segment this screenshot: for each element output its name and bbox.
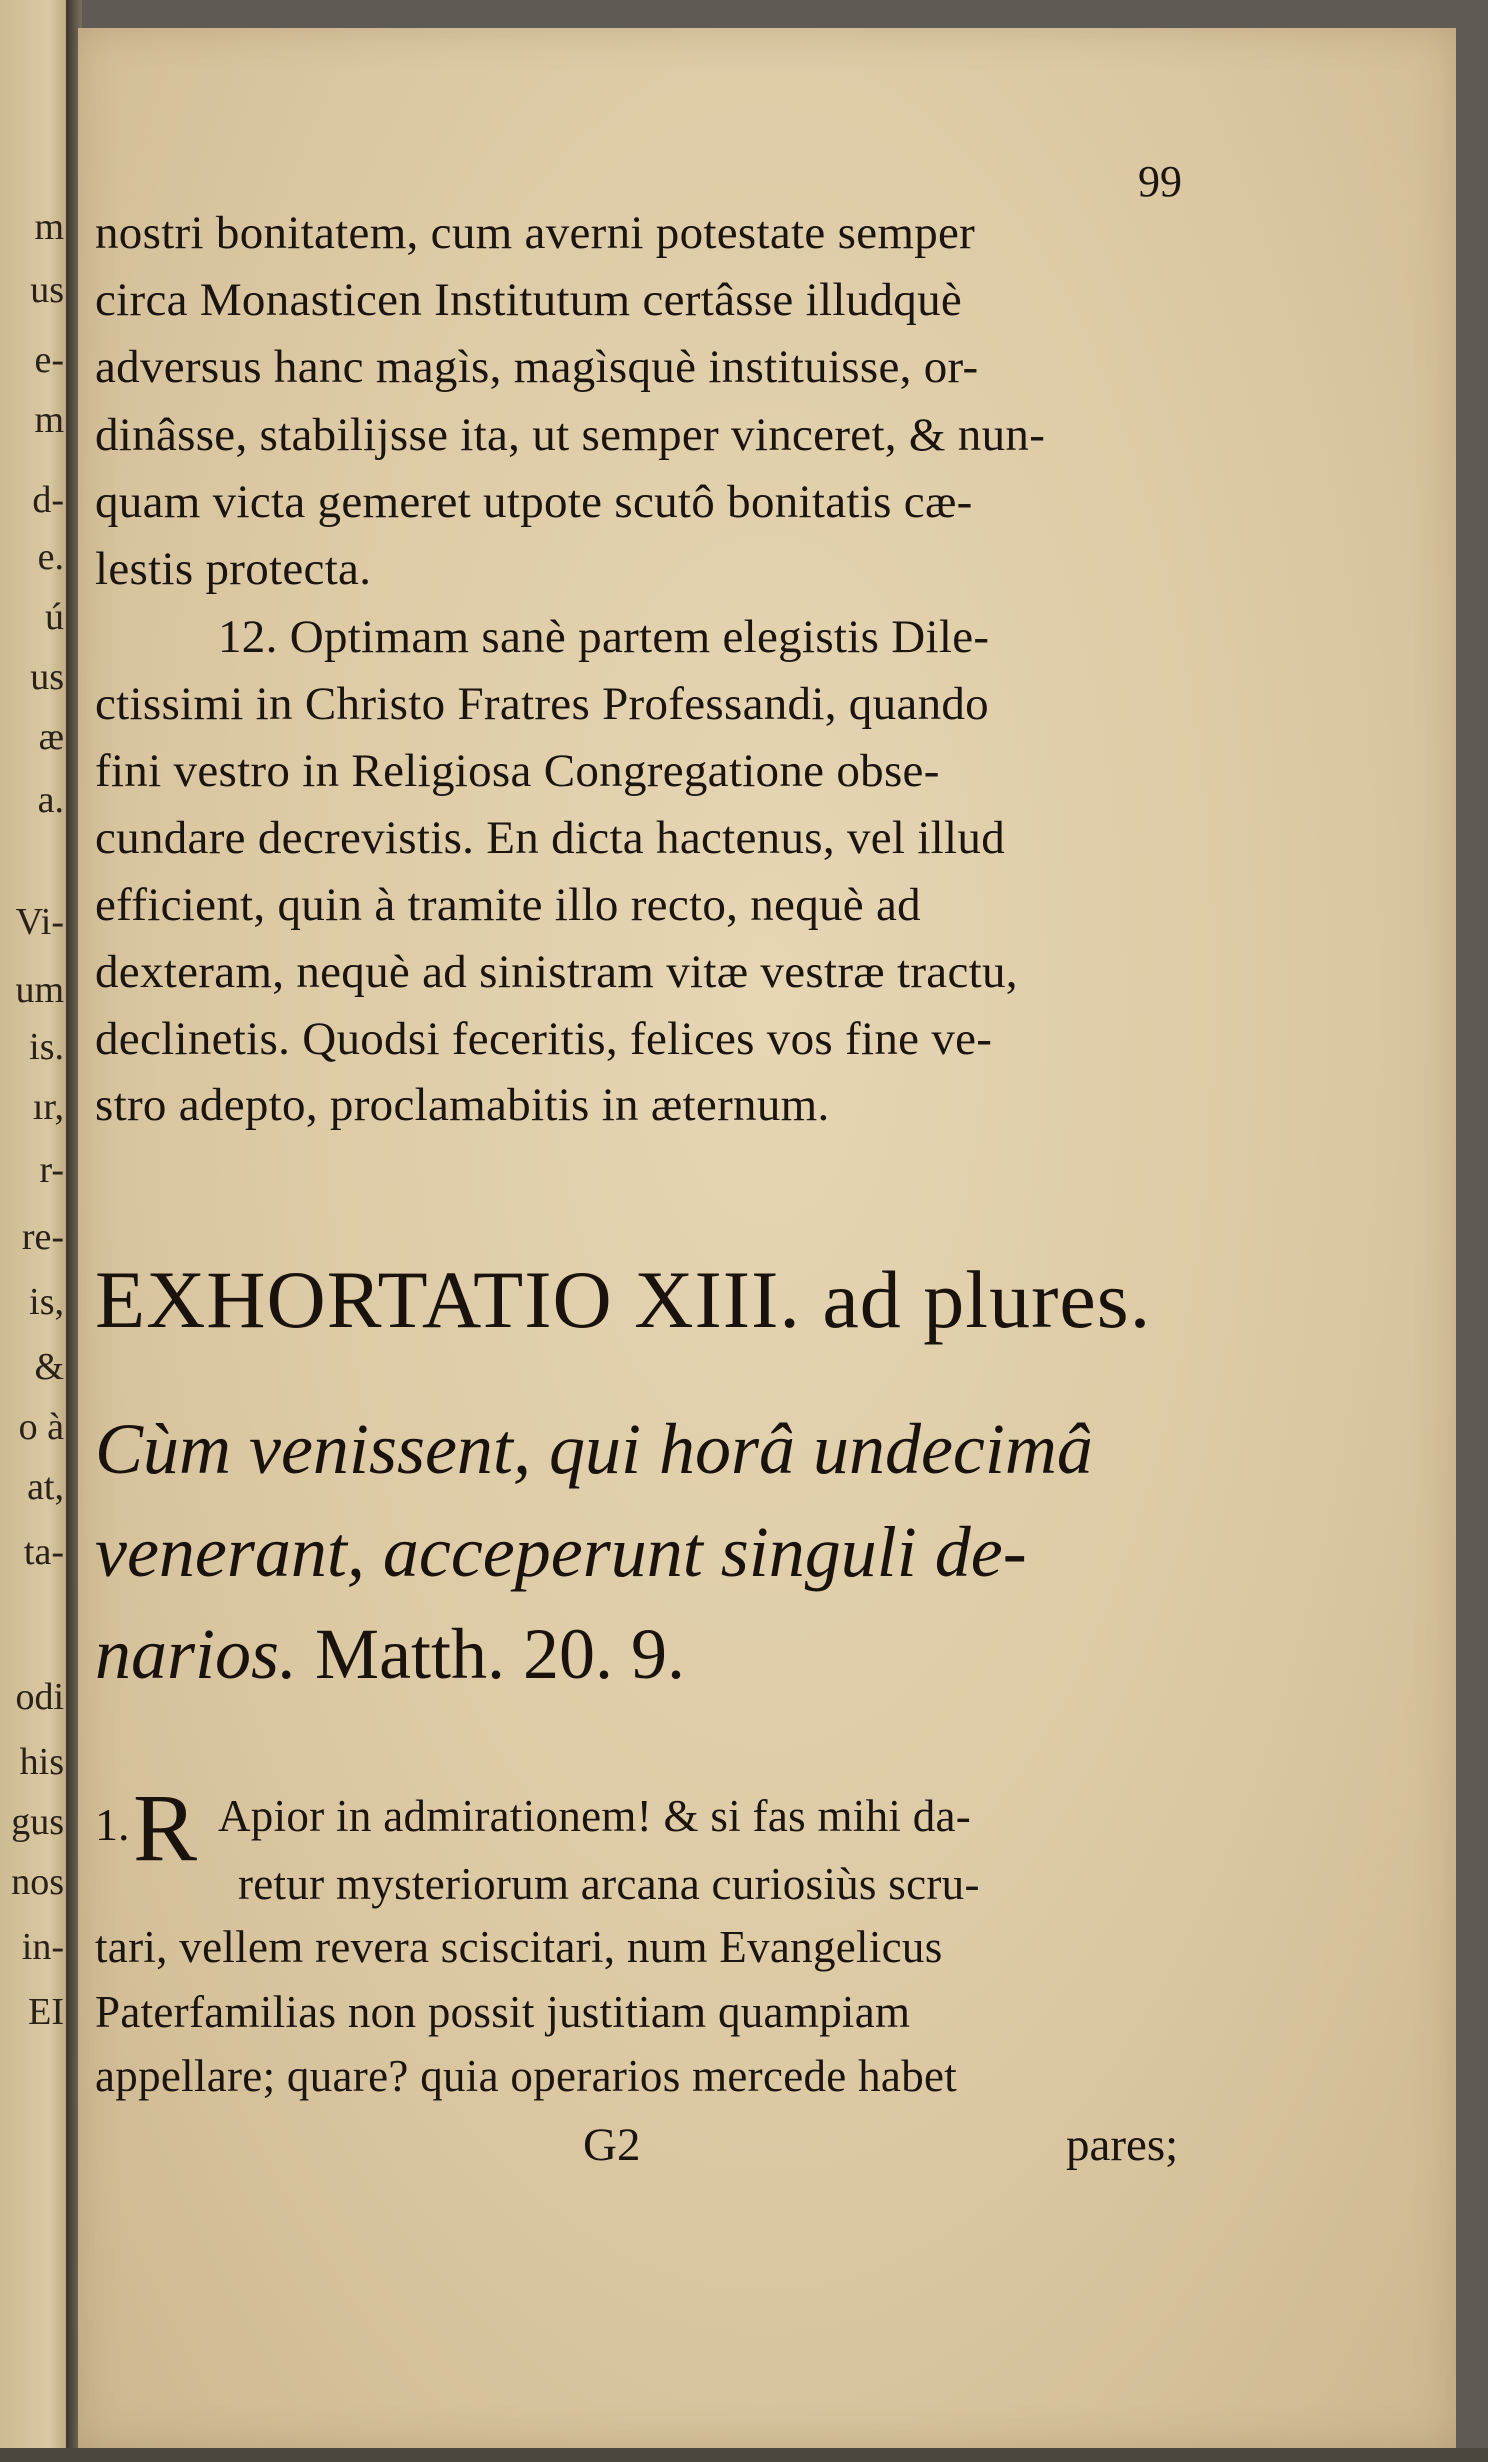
facing-page-fragment: us bbox=[30, 269, 64, 311]
body-line: ctissimi in Christo Fratres Professandi, quando bbox=[95, 678, 989, 730]
body-line: adversus hanc magìs, magìsquè instituisse, or- bbox=[95, 341, 979, 393]
body-line: quam victa gemeret utpote scutô bonitatis cæ- bbox=[95, 476, 973, 528]
facing-page-fragment: nos bbox=[11, 1861, 64, 1903]
facing-page-fragment: æ bbox=[38, 716, 64, 758]
quote-line bbox=[95, 1613, 685, 1696]
book-page bbox=[78, 28, 1456, 2448]
facing-page-fragment: Vi- bbox=[15, 901, 64, 943]
body-line: appellare; quare? quia operarios mercede habet bbox=[95, 2051, 958, 2101]
body-line: dinâsse, stabilijsse ita, ut semper vinceret, & nun- bbox=[95, 409, 1046, 461]
facing-page-edge bbox=[0, 0, 70, 2462]
body-line: 12. Optimam sanè partem elegistis Dile- bbox=[218, 611, 990, 663]
facing-page-fragment: ú bbox=[45, 596, 64, 638]
facing-page-fragment: re- bbox=[21, 1216, 64, 1258]
facing-page-fragment: um bbox=[15, 969, 64, 1011]
facing-page-fragment: m bbox=[34, 399, 64, 441]
facing-page-fragment: EI bbox=[28, 1991, 64, 2033]
body-line: fini vestro in Religiosa Congregatione obse- bbox=[95, 745, 940, 797]
body-line: efficient, quin à tramite illo recto, nequè ad bbox=[95, 879, 921, 931]
catchword: pares; bbox=[1066, 2119, 1179, 2171]
facing-page-fragment: his bbox=[19, 1741, 64, 1783]
body-line: cundare decrevistis. En dicta hactenus, vel illud bbox=[95, 812, 1005, 864]
body-line: Apior in admirationem! & si fas mihi da- bbox=[218, 1791, 972, 1841]
body-line: dexteram, nequè ad sinistram vitæ vestræ tractu, bbox=[95, 946, 1018, 998]
facing-page-fragment: o à bbox=[18, 1406, 64, 1448]
scan-bottom-edge bbox=[0, 2448, 1488, 2462]
facing-page-fragment: is, bbox=[29, 1281, 64, 1323]
body-line: Paterfamilias non possit justitiam quampiam bbox=[95, 1987, 911, 2037]
quote-reference: Matth. 20. 9. bbox=[315, 1614, 686, 1694]
section-heading: EXHORTATIO XIII. ad plures. bbox=[95, 1254, 1152, 1345]
facing-page-fragment: at, bbox=[27, 1466, 64, 1508]
facing-page-fragment: is. bbox=[29, 1026, 64, 1068]
facing-page-fragment: us bbox=[30, 656, 64, 698]
facing-page-fragment: a. bbox=[37, 779, 64, 821]
body-line: circa Monasticen Institutum certâsse illudquè bbox=[95, 274, 963, 326]
facing-page-fragment: ır, bbox=[32, 1086, 64, 1128]
facing-page-fragment: ta- bbox=[23, 1531, 64, 1573]
facing-page-fragment: d- bbox=[32, 479, 64, 521]
signature-mark: G2 bbox=[583, 2119, 641, 2171]
quote-line: venerant, acceperunt singuli de- bbox=[95, 1512, 1027, 1592]
facing-page-fragment: odi bbox=[15, 1676, 64, 1718]
facing-page-fragment: m bbox=[34, 206, 64, 248]
facing-page-fragment: e- bbox=[34, 339, 64, 381]
body-line: declinetis. Quodsi feceritis, felices vos fine ve- bbox=[95, 1013, 993, 1065]
body-line: nostri bonitatem, cum averni potestate semper bbox=[95, 207, 976, 259]
quote-text: narios. bbox=[95, 1614, 298, 1694]
facing-page-fragment: & bbox=[34, 1346, 64, 1388]
facing-page-fragment: r- bbox=[39, 1149, 64, 1191]
body-line: tari, vellem revera sciscitari, num Evangelicus bbox=[95, 1922, 943, 1972]
body-line: lestis protecta. bbox=[95, 543, 372, 595]
paragraph-number: 1. bbox=[95, 1799, 130, 1850]
body-line: stro adepto, proclamabitis in æternum. bbox=[95, 1079, 830, 1131]
quote-line: Cùm venissent, qui horâ undecimâ bbox=[95, 1409, 1093, 1489]
page-number: 99 bbox=[1138, 157, 1182, 206]
facing-page-fragment: in- bbox=[21, 1926, 64, 1968]
facing-page-fragment: gus bbox=[11, 1801, 64, 1843]
facing-page-fragment: e. bbox=[37, 536, 64, 578]
body-line: retur mysteriorum arcana curiosiùs scru- bbox=[238, 1859, 980, 1909]
drop-cap: R bbox=[133, 1774, 198, 1881]
